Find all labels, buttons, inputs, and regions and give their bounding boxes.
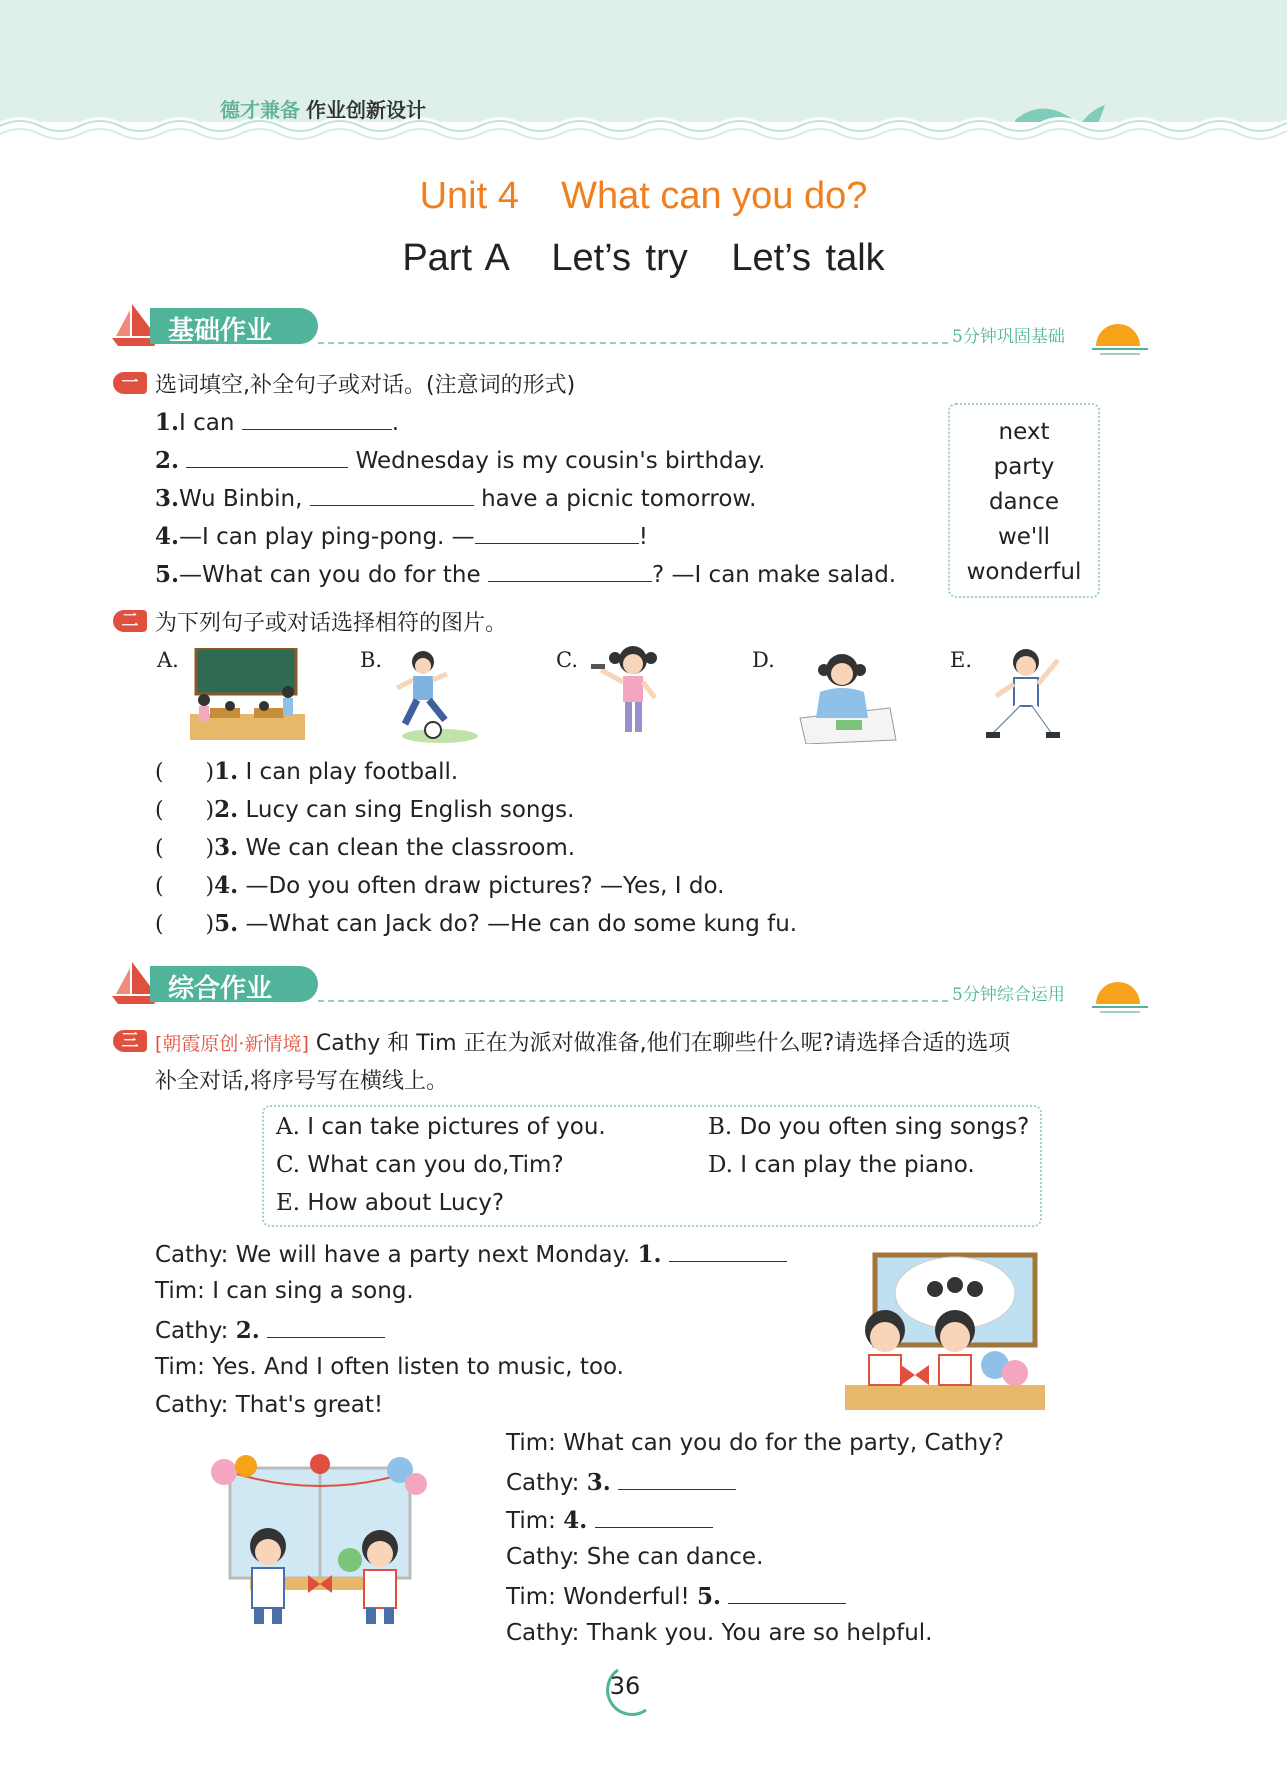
q1-item-4: 4.—I can play ping-pong. — ! — [155, 523, 648, 550]
picture-label-b: B. — [360, 648, 383, 672]
answer-blank[interactable] — [488, 560, 652, 582]
q1-item-5: 5.—What can you do for the ? —I can make salad. — [155, 561, 897, 588]
answer-blank[interactable] — [310, 484, 474, 506]
brand-title — [220, 94, 426, 123]
word-bank-item: party — [993, 454, 1055, 480]
page-number: 36 — [609, 1672, 641, 1700]
kungfu-boy-picture — [978, 646, 1078, 746]
q3-tag: [朝霞原创·新情境] — [155, 1033, 309, 1055]
answer-blank[interactable] — [267, 1316, 385, 1338]
section1-subtitle: 5分钟巩固基础 — [952, 327, 1065, 347]
party-kids-picture — [845, 1245, 1045, 1410]
dialog1-line-2: Tim: I can sing a song. — [155, 1278, 414, 1304]
drawing-girl-picture — [790, 648, 900, 744]
dialog1-line-4: Tim: Yes. And I often listen to music, too. — [155, 1354, 624, 1380]
answer-paren[interactable]: ( ) — [155, 912, 215, 937]
dialog2-line-2: Cathy: 3. — [506, 1468, 736, 1496]
option-e: E. How about Lucy? — [276, 1190, 505, 1216]
answer-blank[interactable] — [728, 1582, 846, 1604]
singing-girl-picture — [585, 644, 670, 744]
section1-label: 基础作业 — [168, 316, 273, 346]
answer-paren[interactable]: ( ) — [155, 874, 215, 899]
answer-blank[interactable] — [242, 408, 392, 430]
picture-label-d: D. — [752, 648, 775, 672]
unit-title: Unit 4 What can you do? — [419, 175, 868, 217]
header-decoration — [0, 60, 1287, 160]
q3-title-line2: 补全对话,将序号写在横线上。 — [155, 1069, 448, 1094]
option-c: C. What can you do,Tim? — [276, 1152, 564, 1178]
word-bank-item: next — [998, 419, 1050, 445]
dialog2-line-6: Cathy: Thank you. You are so helpful. — [506, 1620, 933, 1646]
q2-item-2: ( )2. Lucy can sing English songs. — [155, 796, 575, 823]
answer-blank[interactable] — [475, 522, 639, 544]
q2-badge: 二 — [113, 610, 147, 632]
answer-blank[interactable] — [186, 446, 348, 468]
brand-green: 德才兼备 — [220, 98, 300, 122]
q1-item-3: 3.Wu Binbin, have a picnic tomorrow. — [155, 485, 757, 512]
section2-subtitle: 5分钟综合运用 — [952, 985, 1065, 1005]
part-title: Part A Let’s try Let’s talk — [402, 237, 885, 279]
dialog2-line-1: Tim: What can you do for the party, Cathy? — [506, 1430, 1005, 1456]
q2-item-5: ( )5. —What can Jack do? —He can do some kung fu. — [155, 910, 798, 937]
q3-badge: 三 — [113, 1030, 147, 1052]
word-bank-item: wonderful — [966, 559, 1082, 585]
q2-item-3: ( )3. We can clean the classroom. — [155, 834, 576, 861]
section1-divider — [318, 342, 948, 344]
q1-item-1: 1.I can . — [155, 409, 400, 436]
q1-badge: 一 — [113, 372, 147, 394]
q2-item-1: ( )1. I can play football. — [155, 758, 459, 785]
answer-blank[interactable] — [669, 1240, 787, 1262]
picture-label-c: C. — [556, 648, 578, 672]
word-bank-item: we'll — [997, 524, 1051, 550]
q2-item-4: ( )4. —Do you often draw pictures? —Yes, I do. — [155, 872, 725, 899]
brand-dark: 作业创新设计 — [306, 98, 426, 122]
q3-title-line1: [朝霞原创·新情境] Cathy 和 Tim 正在为派对做准备,他们在聊些什么呢?请选择合适的选项 — [155, 1031, 1011, 1056]
dialog1-line-1: Cathy: We will have a party next Monday. 1. — [155, 1240, 787, 1268]
answer-paren[interactable]: ( ) — [155, 798, 215, 823]
picture-label-a: A. — [157, 648, 179, 672]
section2-divider — [318, 1000, 948, 1002]
dialog1-line-3: Cathy: 2. — [155, 1316, 385, 1344]
sunset-icon — [1092, 974, 1148, 1016]
answer-paren[interactable]: ( ) — [155, 760, 215, 785]
dialog2-line-4: Cathy: She can dance. — [506, 1544, 764, 1570]
option-d: D. I can play the piano. — [708, 1152, 975, 1178]
football-boy-picture — [385, 648, 480, 744]
q1-title: 选词填空,补全句子或对话。(注意词的形式) — [155, 373, 576, 398]
decorating-kids-picture — [210, 1450, 435, 1625]
q2-title: 为下列句子或对话选择相符的图片。 — [155, 611, 508, 636]
dialog2-line-5: Tim: Wonderful! 5. — [506, 1582, 846, 1610]
word-bank — [948, 403, 1100, 598]
dialog1-line-5: Cathy: That's great! — [155, 1392, 384, 1418]
answer-paren[interactable]: ( ) — [155, 836, 215, 861]
option-b: B. Do you often sing songs? — [708, 1114, 1030, 1140]
word-bank-item: dance — [988, 489, 1060, 515]
answer-blank[interactable] — [618, 1468, 736, 1490]
classroom-cleaning-picture — [190, 648, 305, 740]
sunset-icon — [1092, 316, 1148, 358]
dialog2-line-3: Tim: 4. — [506, 1506, 713, 1534]
q1-item-2: 2. Wednesday is my cousin's birthday. — [155, 447, 766, 474]
answer-blank[interactable] — [595, 1506, 713, 1528]
picture-label-e: E. — [950, 648, 973, 672]
section2-label: 综合作业 — [168, 974, 273, 1004]
option-a: A. I can take pictures of you. — [276, 1114, 606, 1140]
